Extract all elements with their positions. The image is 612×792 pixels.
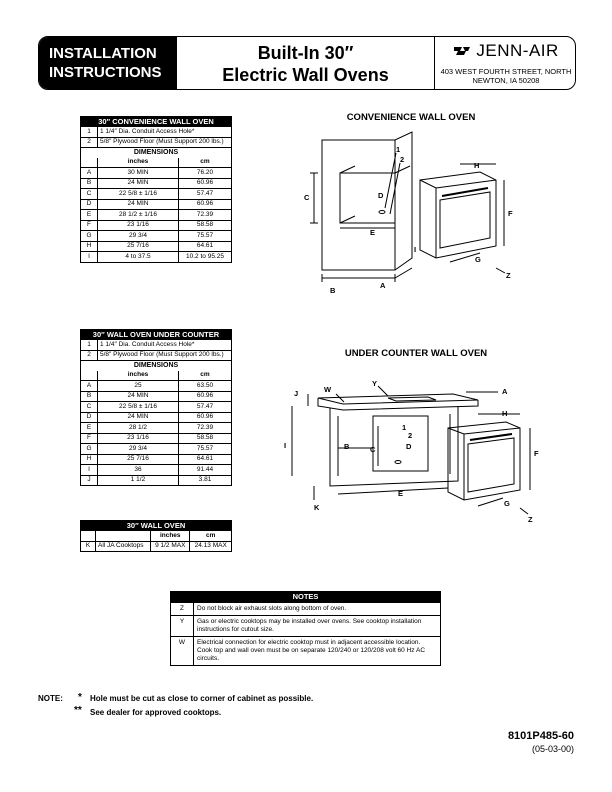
notes-table — [170, 591, 441, 666]
table1-part-key: 1 — [81, 127, 98, 138]
conduit-hole — [395, 461, 401, 464]
conduit-hole — [379, 211, 385, 214]
table-row: K All JA Cooktops 9 1/2 MAX 24.13 MAX — [81, 541, 232, 552]
table-row: A 25 63.50 — [81, 381, 232, 392]
under-counter-table — [80, 329, 232, 486]
diagram2-title: UNDER COUNTER WALL OVEN — [344, 348, 488, 359]
table-row: A 30 MIN 76.20 — [81, 168, 232, 179]
table-row: B 24 MIN 60.96 — [81, 178, 232, 189]
footnote-text1: Hole must be cut as close to corner of cabinet as possible. — [90, 694, 314, 703]
convenience-wall-oven-diagram — [300, 128, 540, 296]
diagram2-label: F — [534, 449, 539, 458]
table-row: J 1 1/2 3.81 — [81, 475, 232, 486]
install-line2: INSTRUCTIONS — [49, 64, 162, 81]
diagram1-label: H — [474, 161, 480, 170]
table1-title: 30″ CONVENIENCE WALL OVEN — [81, 117, 232, 127]
diagram1-label: 2 — [400, 155, 405, 164]
table1-part-key: 2 — [81, 137, 98, 148]
diagram1-label: 1 — [396, 145, 401, 154]
table2-part-text: 1 1/4″ Dia. Conduit Access Hole* — [98, 340, 232, 351]
table-row: B 24 MIN 60.96 — [81, 391, 232, 402]
footnote-text2: See dealer for approved cooktops. — [90, 708, 222, 717]
callout-z-line — [496, 268, 505, 273]
diagram2-label: Z — [528, 515, 533, 524]
table-row: Z Do not block air exhaust slots along bottom of oven. — [171, 603, 441, 616]
dim-a-line — [395, 268, 412, 278]
diagram2-label: H — [502, 409, 508, 418]
diagram2-label: J — [294, 389, 299, 398]
dim-g-line — [478, 498, 503, 506]
title-line2: Electric Wall Ovens — [222, 65, 389, 85]
table-row: H 25 7/16 64.61 — [81, 454, 232, 465]
document-number: 8101P485-60 — [507, 730, 574, 742]
diagram1-label: Z — [506, 271, 511, 280]
notes-title: NOTES — [171, 592, 441, 603]
table-row: W Electrical connection for electric cooktop must in adjacent accessible location. Cook top and wall oven must be on separate 120/240 or 120/208 volt 60 Hz AC circuits. — [171, 637, 441, 666]
brand-block — [437, 37, 575, 89]
table1-col-cm: cm — [179, 158, 232, 168]
diagram1-label: I — [414, 245, 417, 254]
table2-dimensions-title: DIMENSIONS — [81, 361, 232, 371]
wall-oven-cooktop-table — [80, 520, 232, 552]
table2-title: 30″ WALL OVEN UNDER COUNTER — [81, 330, 232, 340]
diagram2-label: 2 — [408, 431, 413, 440]
install-line1: INSTALLATION — [49, 45, 157, 62]
table-row: G 29 3/4 75.57 — [81, 444, 232, 455]
diagram2-label: D — [406, 442, 412, 451]
table1-part-text: 5/8″ Plywood Floor (Must Support 200 lbs.) — [98, 137, 232, 148]
table-row: C 22 5/8 ± 1/16 57.47 — [81, 402, 232, 413]
diagram2-label: A — [502, 387, 508, 396]
diagram2-label: K — [314, 503, 320, 512]
title-line1: Built-In 30″ — [257, 43, 354, 63]
table-row: C 22 5/8 ± 1/16 57.47 — [81, 189, 232, 200]
diagram1-label: C — [304, 193, 310, 202]
diagram2-label: G — [504, 499, 510, 508]
oven-door — [468, 438, 514, 492]
table3-title: 30″ WALL OVEN — [81, 521, 232, 531]
table1-dimensions-title: DIMENSIONS — [81, 148, 232, 158]
under-counter-diagram — [278, 376, 556, 532]
diagram1-label: B — [330, 286, 336, 295]
diagram1-label: F — [508, 209, 513, 218]
table-row: D 24 MIN 60.96 — [81, 412, 232, 423]
diagram2-label: C — [370, 445, 376, 454]
table-row: F 23 1/16 58.58 — [81, 220, 232, 231]
convenience-wall-oven-table — [80, 116, 232, 263]
diagram1-label: D — [378, 191, 384, 200]
callout-z-line — [520, 508, 528, 514]
document-title — [177, 37, 435, 89]
diagram1-label: A — [380, 281, 386, 290]
dim-e-line — [338, 488, 448, 494]
callout-lines — [385, 153, 400, 214]
table3-col-cm: cm — [190, 531, 232, 542]
oven-handle — [442, 188, 488, 196]
footnote-star2: ** — [74, 705, 82, 716]
oven-edges — [420, 180, 496, 258]
table2-part-text: 5/8″ Plywood Floor (Must Support 200 lbs.) — [98, 350, 232, 361]
countertop — [318, 394, 478, 404]
table-row: D 24 MIN 60.96 — [81, 199, 232, 210]
cutout-depth — [340, 166, 410, 223]
brand-logo — [437, 41, 575, 61]
table-row: I 36 91.44 — [81, 465, 232, 476]
table-row: Y Gas or electric cooktops may be installed over ovens. See cooktop installation instructions for cutout size. — [171, 616, 441, 637]
table2-part-key: 1 — [81, 340, 98, 351]
footnote-label: NOTE: — [38, 694, 63, 703]
cabinet-sides — [338, 414, 450, 476]
table3-col-inches: inches — [151, 531, 190, 542]
diagram2-label: B — [344, 442, 350, 451]
table1-col-inches: inches — [98, 158, 179, 168]
diagram2-label: W — [324, 385, 332, 394]
header-box — [38, 36, 576, 90]
table2-col-inches: inches — [98, 371, 179, 381]
diagram2-label: E — [398, 489, 404, 498]
address-line2: NEWTON, IA 50208 — [472, 76, 540, 85]
installation-instructions-label — [39, 37, 177, 89]
diagram2-label: I — [284, 441, 287, 450]
table-row: H 25 7/16 64.61 — [81, 241, 232, 252]
footnote-star1: * — [78, 692, 82, 703]
table-row: E 28 1/2 ± 1/16 72.39 — [81, 210, 232, 221]
table-row: I 4 to 37.5 10.2 to 95.25 — [81, 252, 232, 263]
table1-part-text: 1 1/4″ Dia. Conduit Access Hole* — [98, 127, 232, 138]
table2-part-key: 2 — [81, 350, 98, 361]
address-line1: 403 WEST FOURTH STREET, NORTH — [440, 67, 572, 76]
table-row: F 23 1/16 58.58 — [81, 433, 232, 444]
callout-lines — [336, 386, 388, 402]
brand-address — [437, 67, 575, 85]
jenn-air-logo-icon — [453, 45, 471, 57]
cooktop — [388, 397, 436, 401]
diagram2-label: 1 — [402, 423, 407, 432]
diagram1-label: E — [370, 228, 376, 237]
brand-name: JENN-AIR — [476, 41, 559, 60]
table-row: G 29 3/4 75.57 — [81, 231, 232, 242]
diagram2-label: Y — [372, 379, 378, 388]
document-date: (05-03-00) — [531, 744, 574, 754]
dim-c-line — [310, 173, 318, 223]
oven-door — [440, 192, 490, 248]
diagram1-label: G — [475, 255, 481, 264]
table-row: E 28 1/2 72.39 — [81, 423, 232, 434]
table2-col-cm: cm — [179, 371, 232, 381]
diagram1-title: CONVENIENCE WALL OVEN — [346, 112, 476, 123]
